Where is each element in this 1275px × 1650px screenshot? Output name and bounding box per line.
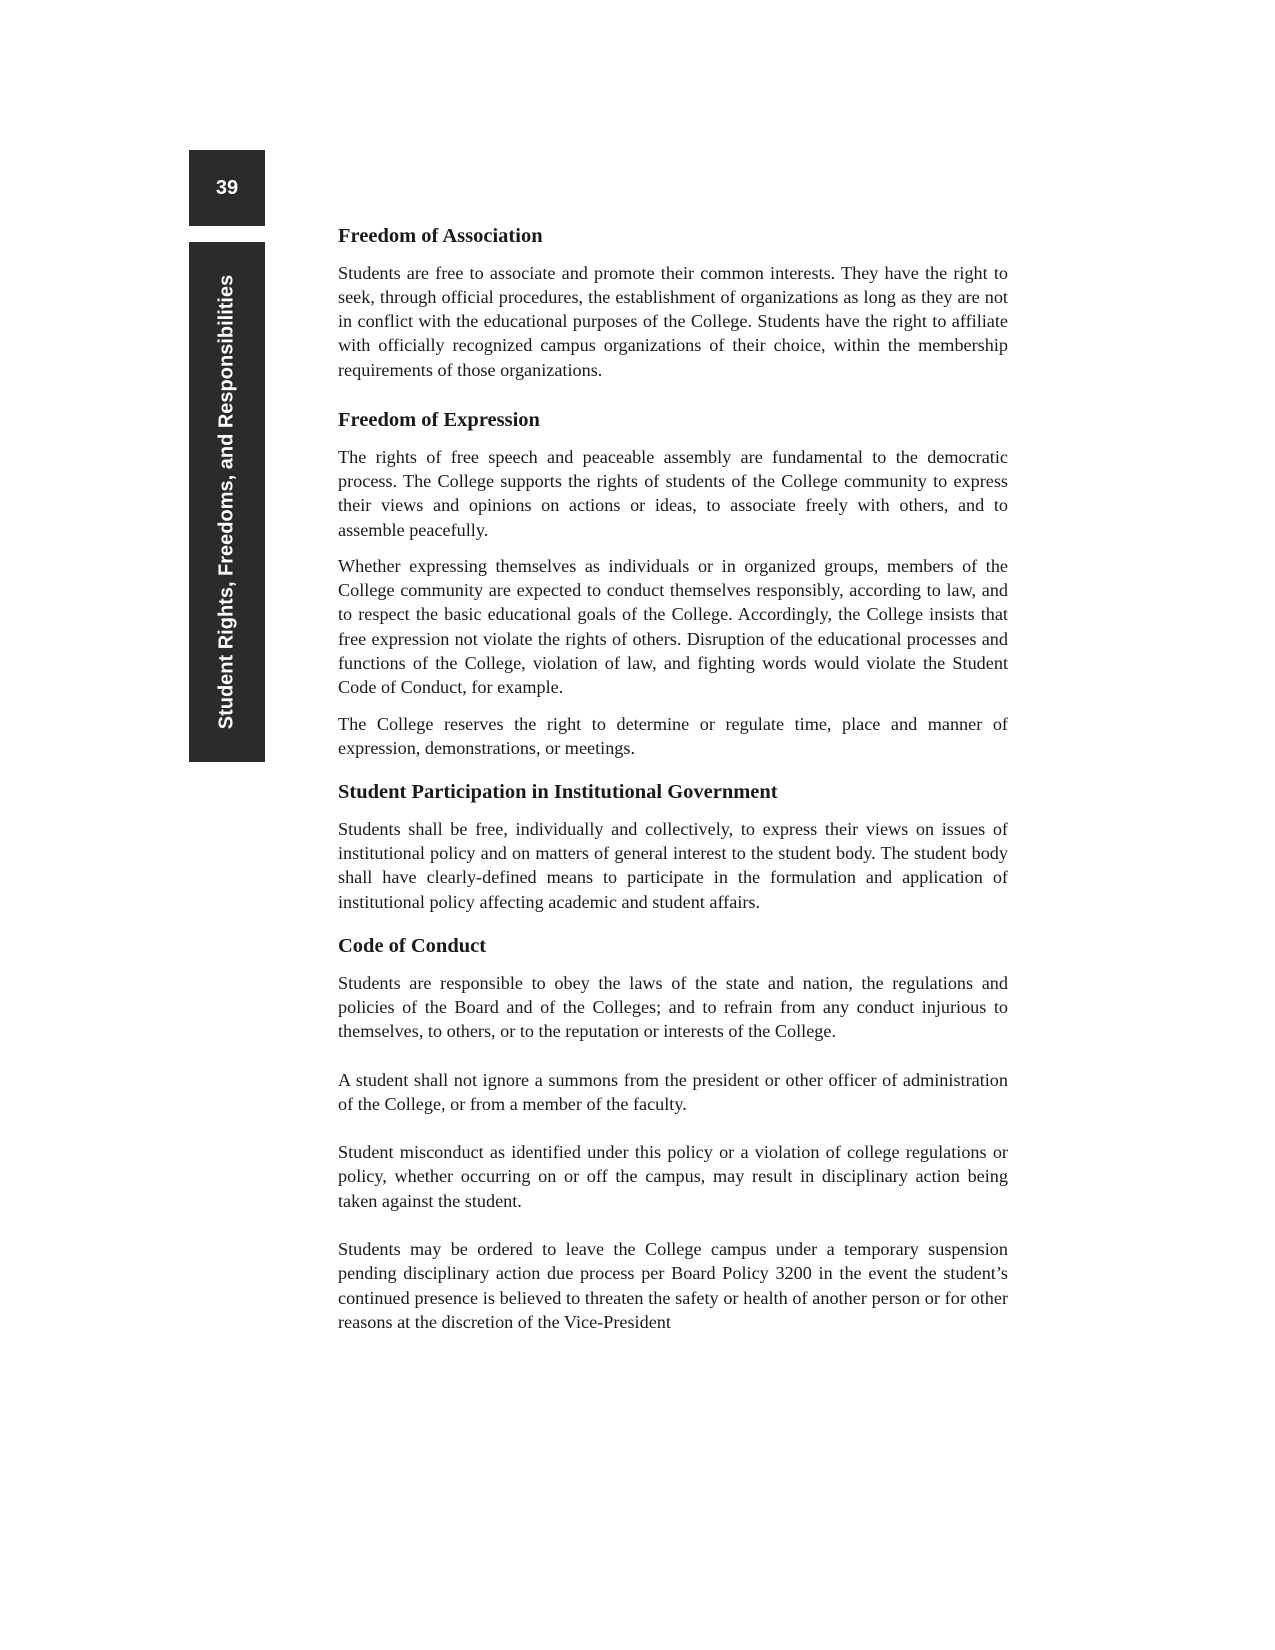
heading-freedom-of-expression: Freedom of Expression xyxy=(338,409,540,432)
paragraph: Students are free to associate and promote their common interests. They have the right to seek, through official procedures, the establishment of organizations as long as they are not in conflict with the educational purposes of the College. Students have the right to affiliate with officially recognized campus organizations of their choice, within the membership requirements of those organizations. xyxy=(338,262,1008,380)
paragraph: The rights of free speech and peaceable assembly are fundamental to the democratic process. The College supports the rights of students of the College community to express their views and opinions on actions or ideas, to associate freely with others, and to assemble peacefully. xyxy=(338,446,1008,540)
heading-freedom-of-association: Freedom of Association xyxy=(338,225,543,247)
paragraph: Students are responsible to obey the laws of the state and nation, the regulations and policies of the Board and of the Colleges; and to refrain from any conduct injurious to themselves, to others, or to the reputation or interests of the College. xyxy=(338,972,1008,1042)
paragraph: The College reserves the right to determine or regulate time, place and manner of expression, demonstrations, or meetings. xyxy=(338,713,1008,758)
paragraph: Students shall be free, individually and collectively, to express their views on issues of institutional policy and on matters of general interest to the student body. The student body shall have clearly-defined means to participate in the formulation and application of institutional policy affecting academic and student affairs. xyxy=(338,818,1008,912)
page-number-tab xyxy=(189,150,265,226)
paragraph: Students may be ordered to leave the College campus under a temporary suspension pending disciplinary action due process per Board Policy 3200 in the event the student’s continued presence is believed to threaten the safety or health of another person or for other reasons at the discretion of the Vice-President xyxy=(338,1238,1008,1332)
section-tab xyxy=(189,242,265,762)
page-number: 39 xyxy=(215,176,239,199)
paragraph: Whether expressing themselves as individuals or in organized groups, members of the College community are expected to conduct themselves responsibly, according to law, and to respect the basic educational goals of the College. Accordingly, the College insists that free expression not violate the rights of others. Disruption of the educational processes and functions of the College, violation of law, and fighting words would violate the Student Code of Conduct, for example. xyxy=(338,555,1008,698)
paragraph: Student misconduct as identified under this policy or a violation of college regulations or policy, whether occurring on or off the campus, may result in disciplinary action being taken against the student. xyxy=(338,1142,1008,1211)
heading-code-of-conduct: Code of Conduct xyxy=(338,935,487,958)
heading-student-participation: Student Participation in Institutional Government xyxy=(338,781,778,804)
section-tab-label: Student Rights, Freedoms, and Responsibilities xyxy=(215,274,238,730)
page-content xyxy=(338,224,1008,1346)
paragraph: A student shall not ignore a summons from the president or other officer of administration of the College, or from a member of the faculty. xyxy=(338,1069,1008,1114)
